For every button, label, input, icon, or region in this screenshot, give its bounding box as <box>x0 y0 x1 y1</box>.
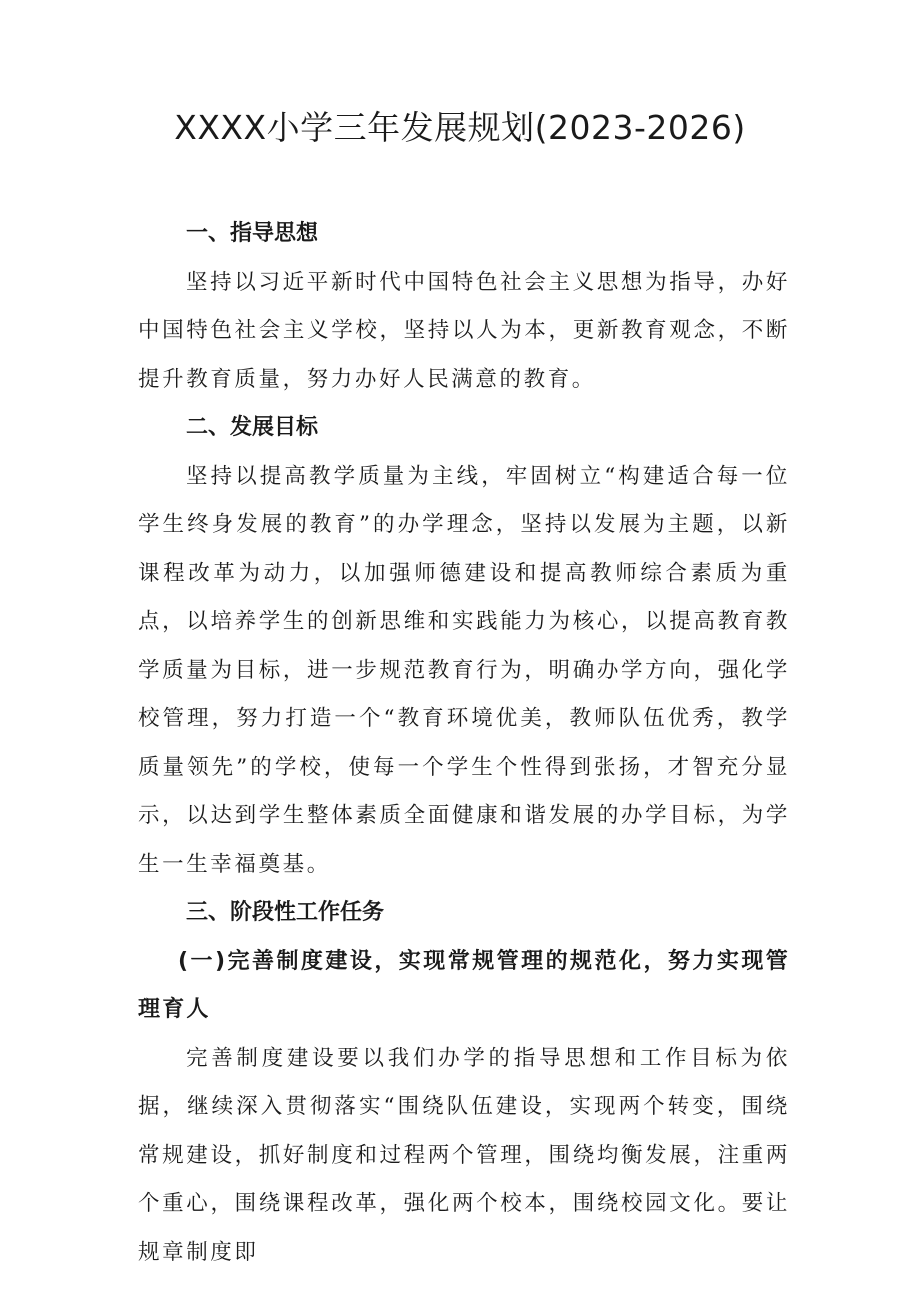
section-heading-guiding-thought: 一、指导思想 <box>186 221 319 246</box>
paragraph-development-goals: 坚持以提高教学质量为主线，牢固树立“构建适合每一位学生终身发展的教育”的办学理念，坚持以发展为主题，以新课程改革为动力，以加强师德建设和提高教师综合素质为重点，以培养学生的创新思维和实践能力为核心，以提高教育教学质量为目标，进一步规范教育行为，明确办学方向，强化学校管理，努力打造一个“教育环境优美，教师队伍优秀，教学质量领先”的学校，使每一个学生个性得到张扬，才智充分显示，以达到学生整体素质全面健康和谐发展的办学目标，为学生一生幸福奠基。 <box>138 463 790 877</box>
paragraph-system-construction: 完善制度建设要以我们办学的指导思想和工作目标为依据，继续深入贯彻落实“围绕队伍建设，实现两个转变，围绕常规建设，抓好制度和过程两个管理，围绕均衡发展，注重两个重心，围绕课程改革，强化两个校本，围绕校园文化。要让规章制度即 <box>138 1045 790 1265</box>
subheading-system-construction: (一)完善制度建设，实现常规管理的规范化，努力实现管理育人 <box>138 948 790 1022</box>
document-title: XXXX小学三年发展规划(2023-2026) <box>174 108 746 147</box>
document-body <box>138 210 790 1277</box>
section-heading-development-goals: 二、发展目标 <box>186 415 319 440</box>
section-heading-stage-tasks: 三、阶段性工作任务 <box>186 900 385 925</box>
paragraph-guiding-thought: 坚持以习近平新时代中国特色社会主义思想为指导，办好中国特色社会主义学校，坚持以人为本，更新教育观念，不断提升教育质量，努力办好人民满意的教育。 <box>138 269 790 392</box>
